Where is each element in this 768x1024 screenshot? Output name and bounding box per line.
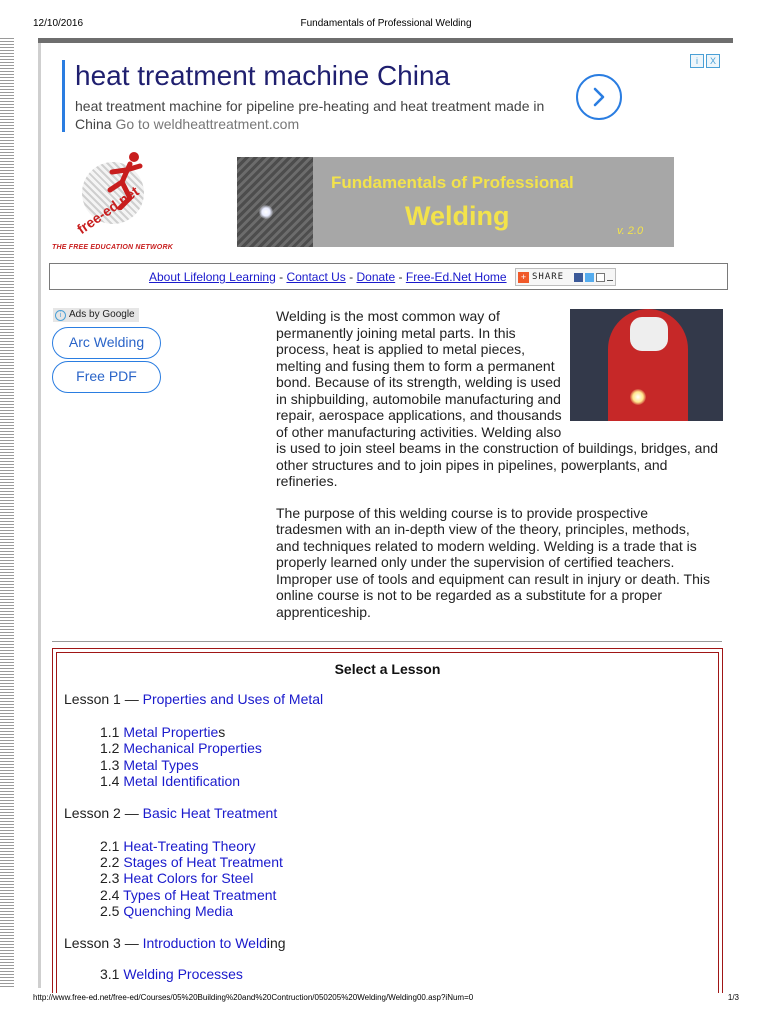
sublesson-1-2 <box>100 740 262 756</box>
lesson-selector-heading: Select a Lesson <box>334 661 441 677</box>
print-title: Fundamentals of Professional Welding <box>300 18 472 29</box>
sublesson-1-4 <box>100 773 240 789</box>
lesson-2-link[interactable]: Basic Heat Treatment <box>142 805 278 821</box>
intro-paragraph-2: The purpose of this welding course is to provide prospective tradesmen with an in-depth view of the theory, principles, methods, and techniques related to modern welding. Welding is a trade that is properly learned only under the supervision of certified teachers. Improper use of tools and equipment can result in injury or death. This online course is not to be regarded as a substitute for a proper apprenticeship. <box>276 504 710 620</box>
facebook-icon[interactable] <box>574 273 583 282</box>
lesson-1-link[interactable]: Properties and Uses of Metal <box>142 691 324 707</box>
more-icon[interactable] <box>607 274 613 281</box>
sublesson-number: 2.2 <box>100 854 124 870</box>
nav-link-home[interactable]: Free-Ed.Net Home <box>405 270 507 284</box>
section-divider <box>52 641 722 642</box>
lesson-prefix: Lesson 3 — <box>64 935 143 951</box>
sublesson-number: 2.5 <box>100 903 124 919</box>
sublesson-2-3-link[interactable]: Heat Colors for Steel <box>123 870 254 886</box>
left-ruler-border <box>0 38 14 988</box>
share-button[interactable] <box>515 268 616 286</box>
free-pdf-ad-button[interactable]: Free PDF <box>52 361 161 393</box>
lesson-prefix: Lesson 2 — <box>64 805 143 821</box>
info-icon: i <box>55 310 66 321</box>
welder-photo <box>237 157 313 247</box>
top-rule <box>38 38 733 43</box>
sublesson-1-3-link[interactable]: Metal Types <box>123 757 199 773</box>
nav-separator: - <box>395 270 406 284</box>
sublesson-number: 1.3 <box>100 757 124 773</box>
banner-title-line2: Welding <box>405 201 510 231</box>
share-plus-icon: + <box>518 272 529 283</box>
ad-accent-bar <box>62 60 65 132</box>
intro-text <box>276 308 726 620</box>
weld-flash <box>259 205 273 219</box>
lesson-3 <box>64 935 286 951</box>
lesson-3-link[interactable]: Introduction to Weld <box>142 935 267 951</box>
sublesson-number: 2.4 <box>100 887 124 903</box>
lesson-2 <box>64 805 277 821</box>
sublesson-3-1 <box>100 966 243 982</box>
ad-banner[interactable] <box>62 58 722 138</box>
share-label: SHARE <box>532 272 565 282</box>
image-float-spacer <box>568 308 726 424</box>
sublesson-number: 2.1 <box>100 838 124 854</box>
lesson-suffix: ing <box>266 935 286 951</box>
arc-welding-ad-button[interactable]: Arc Welding <box>52 327 161 359</box>
sublesson-2-1-link[interactable]: Heat-Treating Theory <box>123 838 256 854</box>
banner-title-line1: Fundamentals of Professional <box>331 173 574 192</box>
chevron-right-icon[interactable] <box>576 74 622 120</box>
ad-close-icon[interactable]: X <box>706 54 720 68</box>
print-footer <box>33 993 739 1007</box>
intro-paragraph-1: Welding is the most common way of permanently joining metal parts. In this process, heat is applied to metal pieces, melting and fusing them to form a permanent bond. Because of its strength, welding is used in shipbuilding, automobile manufacturing and repair, aerospace applications, and thousands of other manufacturing activities. Welding also is used to join steel beams in the construction of buildings, bridges, and other structures and to join pipes in pipelines, powerplants, and refineries. <box>276 308 719 489</box>
print-page-number: 1/3 <box>727 993 739 1002</box>
nav-separator: - <box>345 270 357 284</box>
print-date: 12/10/2016 <box>33 18 84 29</box>
sublesson-2-5-link[interactable]: Quenching Media <box>123 903 234 919</box>
sublesson-number: 1.1 <box>100 724 124 740</box>
nav-bar <box>49 263 728 290</box>
nav-separator: - <box>275 270 287 284</box>
sublesson-2-5 <box>100 903 233 919</box>
sublesson-number: 1.2 <box>100 740 124 756</box>
ad-description <box>75 97 575 133</box>
sublesson-2-2-link[interactable]: Stages of Heat Treatment <box>123 854 283 870</box>
print-url: http://www.free-ed.net/free-ed/Courses/05%20Building%20and%20Contruction/050205%20Welding/Welding00.asp?iNum=0 <box>33 993 474 1002</box>
ads-by-google-text: Ads by Google <box>69 309 135 320</box>
logo-tagline: THE FREE EDUCATION NETWORK <box>52 244 173 251</box>
email-icon[interactable] <box>596 273 605 282</box>
ads-by-google-label[interactable] <box>53 308 139 322</box>
sublesson-2-4-link[interactable]: Types of Heat Treatment <box>123 887 277 903</box>
sublesson-1-3 <box>100 757 199 773</box>
nav-link-about[interactable]: About Lifelong Learning <box>149 270 276 284</box>
sublesson-suffix: s <box>218 724 226 740</box>
sublesson-2-1 <box>100 838 256 854</box>
lesson-selector-inner-border <box>56 652 719 993</box>
sublesson-1-4-link[interactable]: Metal Identification <box>123 773 241 789</box>
sublesson-2-3 <box>100 870 253 886</box>
nav-link-donate[interactable]: Donate <box>356 270 396 284</box>
lesson-selector <box>52 648 723 993</box>
adchoices[interactable] <box>690 54 720 68</box>
sublesson-1-1 <box>100 724 225 740</box>
course-title-banner <box>237 157 674 247</box>
sublesson-3-1-link[interactable]: Welding Processes <box>123 966 243 982</box>
nav-links <box>149 270 507 284</box>
adchoices-info-icon[interactable]: i <box>690 54 704 68</box>
ad-description-text: heat treatment machine for pipeline pre-heating and heat treatment made in China <box>75 98 545 132</box>
print-header <box>33 18 739 32</box>
sublesson-2-2 <box>100 854 283 870</box>
sublesson-2-4 <box>100 887 276 903</box>
sublesson-1-1-link[interactable]: Metal Propertie <box>123 724 219 740</box>
twitter-icon[interactable] <box>585 273 594 282</box>
nav-link-contact[interactable]: Contact Us <box>286 270 346 284</box>
sublesson-number: 3.1 <box>100 966 124 982</box>
sublesson-1-2-link[interactable]: Mechanical Properties <box>123 740 262 756</box>
lesson-prefix: Lesson 1 — <box>64 691 143 707</box>
sublesson-number: 1.4 <box>100 773 124 789</box>
logo-site-name: free-ed.net <box>73 182 142 238</box>
free-ed-logo[interactable] <box>52 150 192 258</box>
ad-go-to-link[interactable]: Go to weldheattreatment.com <box>115 116 300 132</box>
page-frame-edge <box>38 43 41 988</box>
banner-version: v. 2.0 <box>617 225 644 237</box>
sublesson-number: 2.3 <box>100 870 124 886</box>
ad-title[interactable]: heat treatment machine China <box>75 60 451 91</box>
lesson-1 <box>64 691 323 707</box>
